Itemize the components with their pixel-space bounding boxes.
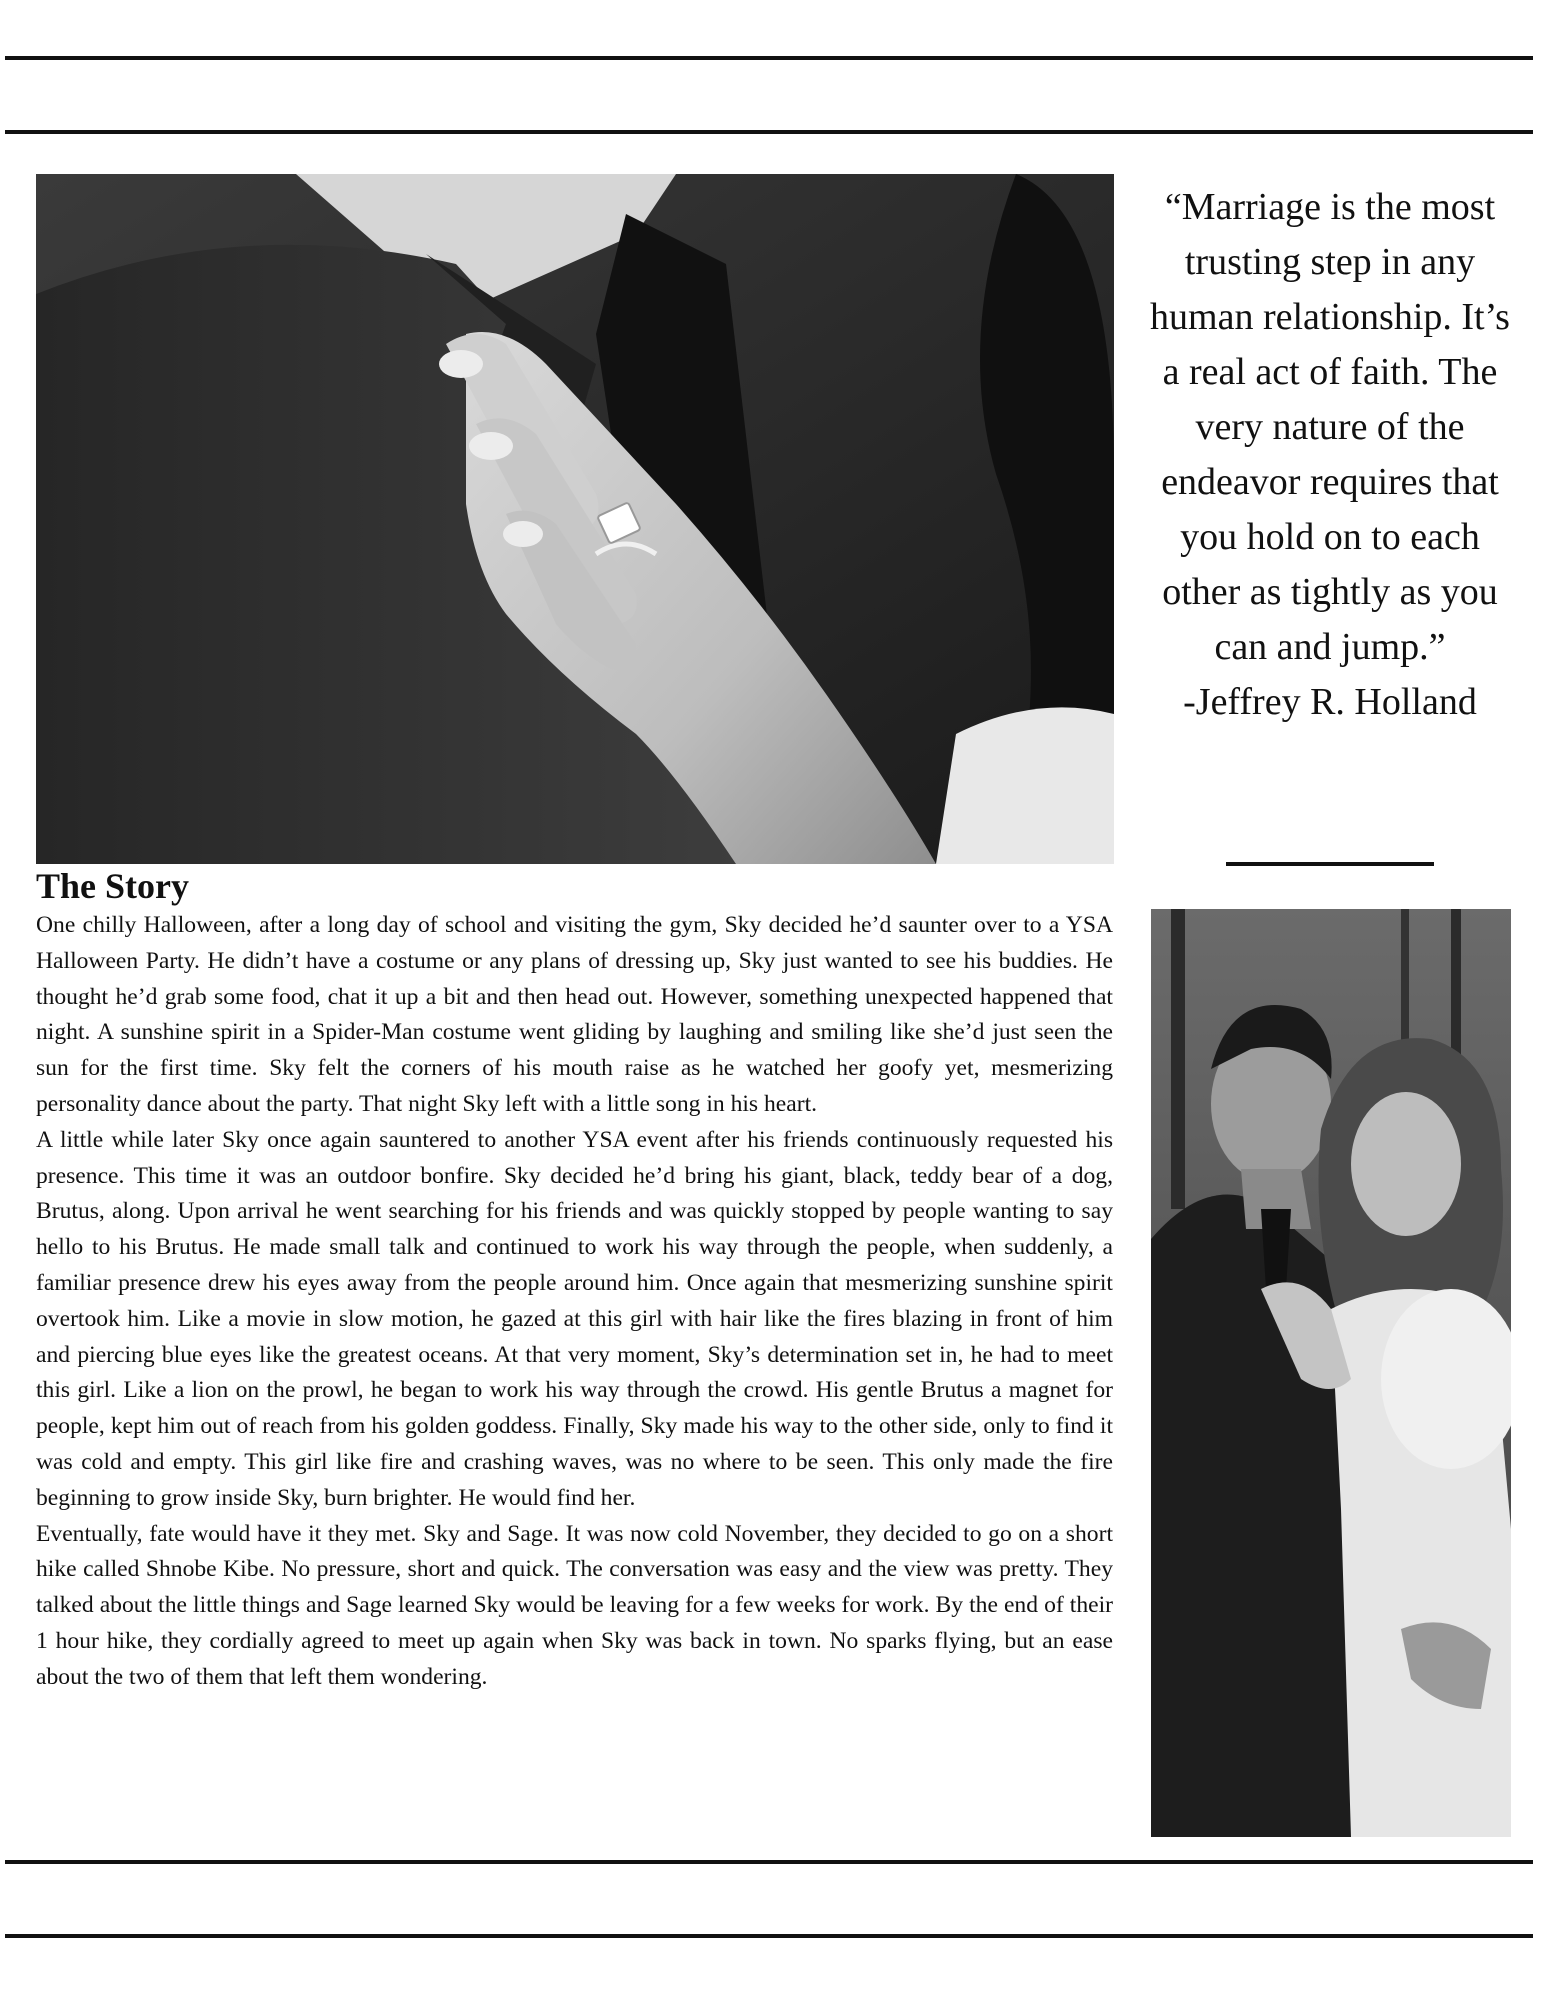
couple-portrait-photo — [1151, 909, 1511, 1837]
top-rule-lower — [5, 130, 1533, 134]
engagement-ring-photo — [36, 174, 1114, 864]
story-body — [36, 908, 1113, 1696]
bottom-rule-lower — [5, 1934, 1533, 1938]
story-paragraph: One chilly Halloween, after a long day of school and visiting the gym, Sky decided he’d saunter over to a YSA Halloween Party. He didn’t have a costume or any plans of dressing up, Sky just wanted to see his buddies. He thought he’d grab some food, chat it up a bit and then head out. However, something unexpected happened that night. A sunshine spirit in a Spider-Man costume went gliding by laughing and smiling like she’d just seen the sun for the first time. Sky felt the corners of his mouth raise as he watched her goofy yet, mesmerizing personality dance about the party. That night Sky left with a little song in his heart. — [36, 912, 1113, 1117]
quote-block — [1140, 180, 1520, 730]
story-title: The Story — [36, 866, 189, 906]
story-paragraph: Eventually, fate would have it they met. Sky and Sage. It was now cold November, they decided to go on a short hike called Shnobe Kibe. No pressure, short and quick. The conversation was easy and the view was pretty. They talked about the little things and Sage learned Sky would be leaving for a few weeks for work. By the end of their 1 hour hike, they cordially agreed to meet up again when Sky was back in town. No sparks flying, but an ease about the two of them that left them wondering. — [36, 1520, 1113, 1690]
quote-divider — [1226, 862, 1434, 866]
story-paragraph: A little while later Sky once again sauntered to another YSA event after his friends continuously requested his presence. This time it was an outdoor bonfire. Sky decided he’d bring his giant, black, teddy bear of a dog, Brutus, along. Upon arrival he went searching for his friends and was quickly stopped by people wanting to say hello to his Brutus. He made small talk and continued to work his way through the people, when suddenly, a familiar presence drew his eyes away from the people around him. Once again that mesmerizing sunshine spirit overtook him. Like a movie in slow motion, he gazed at this girl with hair like the fires blazing in front of him and piercing blue eyes like the greatest oceans. At that very moment, Sky’s determination set in, he had to meet this girl. Like a lion on the prowl, he began to work his way through the crowd. His gentle Brutus a magnet for people, kept him out of reach from his golden goddess. Finally, Sky made his way to the other side, only to find it was cold and empty. This girl like fire and crashing waves, was no where to be seen. This only made the fire beginning to grow inside Sky, burn brighter. He would find her. — [36, 1126, 1113, 1511]
bottom-rule — [5, 1860, 1533, 1864]
top-rule — [5, 56, 1533, 60]
quote-attribution: -Jeffrey R. Holland — [1183, 681, 1477, 723]
quote-text: “Marriage is the most trusting step in any human relationship. It’s a real act of faith. The very nature of the endeavor requires that you hold on to each other as tightly as you can and jump.” — [1150, 186, 1510, 668]
